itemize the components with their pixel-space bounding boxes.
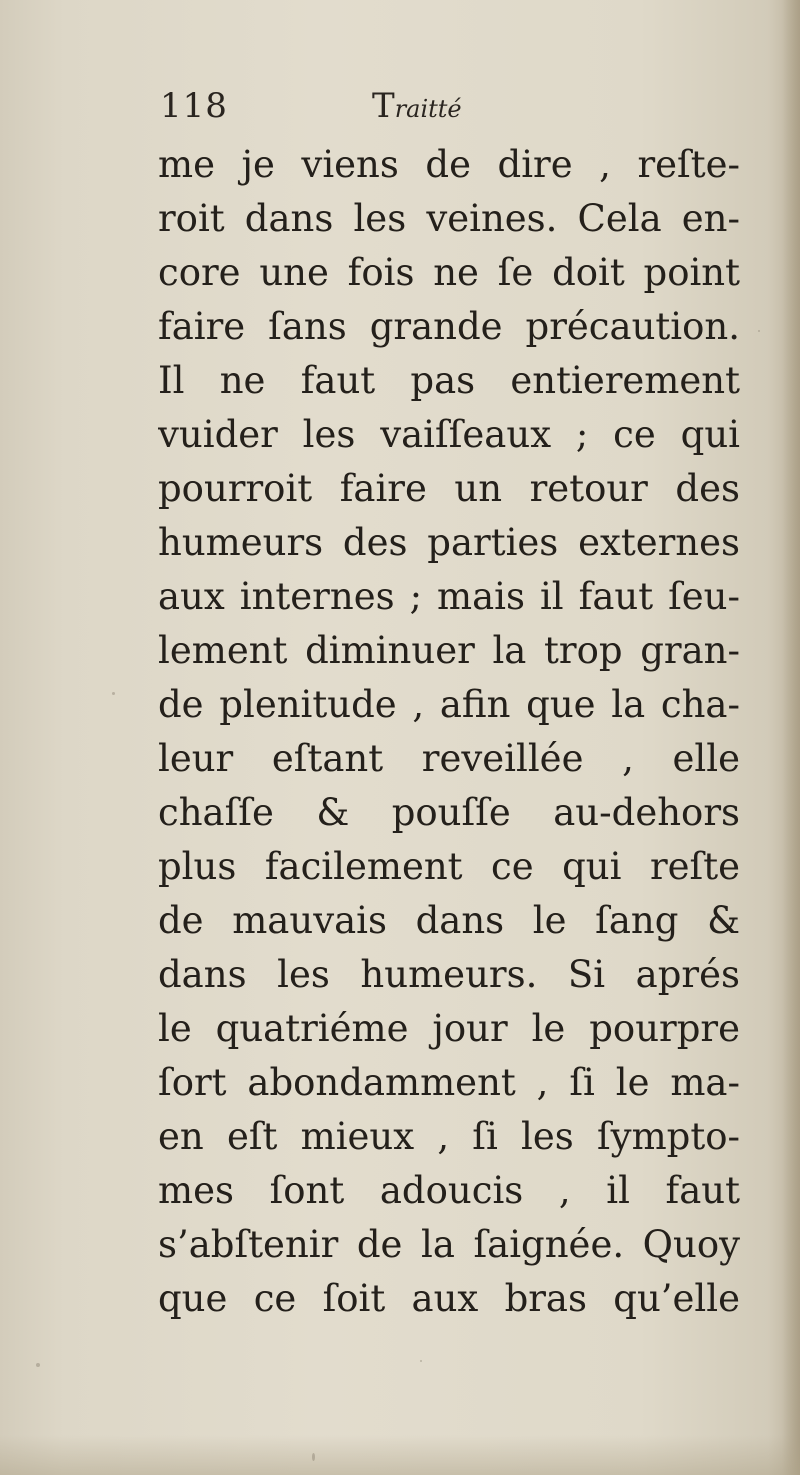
text-line: core une fois ne ſe doit point xyxy=(158,251,740,294)
text-line: lement diminuer la trop gran- xyxy=(158,629,740,672)
text-line: vuider les vaiſſeaux ; ce qui xyxy=(158,413,740,456)
text-line: plus facilement ce qui reſte xyxy=(158,845,740,888)
text-line: aux internes ; mais il faut ſeu- xyxy=(158,575,740,618)
running-title xyxy=(372,86,462,126)
paper-speck xyxy=(420,1360,422,1362)
page-edge-shadow xyxy=(782,0,800,1475)
text-line: en eſt mieux , ſi les ſympto- xyxy=(158,1115,740,1158)
text-line: le quatriéme jour le pourpre xyxy=(158,1007,740,1050)
text-line: que ce ſoit aux bras qu’elle xyxy=(158,1277,740,1320)
paper-speck xyxy=(758,330,760,332)
text-line: me je viens de dire , reſte- xyxy=(158,143,740,186)
text-line: roit dans les veines. Cela en- xyxy=(158,197,740,240)
text-line: dans les humeurs. Si aprés xyxy=(158,953,740,996)
text-line: faire ſans grande précaution. xyxy=(158,305,740,348)
text-line: Il ne faut pas entierement xyxy=(158,359,740,402)
paper-speck xyxy=(112,692,115,695)
text-line: pourroit faire un retour des xyxy=(158,467,740,510)
text-line: mes ſont adoucis , il faut xyxy=(158,1169,740,1212)
page-bottom-shadow xyxy=(0,1435,800,1475)
text-line: de plenitude , afin que la cha- xyxy=(158,683,740,726)
running-head xyxy=(160,86,740,136)
running-title-rest: raitté xyxy=(394,95,462,123)
text-line: s’abſtenir de la ſaignée. Quoy xyxy=(158,1223,740,1266)
text-line: ſort abondamment , ſi le ma- xyxy=(158,1061,740,1104)
text-line: chaſſe & pouſſe au-dehors xyxy=(158,791,740,834)
body-text xyxy=(158,138,740,1326)
text-line: de mauvais dans le ſang & xyxy=(158,899,740,942)
paper-speck xyxy=(312,1453,315,1461)
text-line: humeurs des parties externes xyxy=(158,521,740,564)
paper-speck xyxy=(36,1363,40,1367)
running-title-initial: T xyxy=(372,86,395,126)
text-line: leur eſtant reveillée , elle xyxy=(158,737,740,780)
page-number: 118 xyxy=(160,86,228,126)
